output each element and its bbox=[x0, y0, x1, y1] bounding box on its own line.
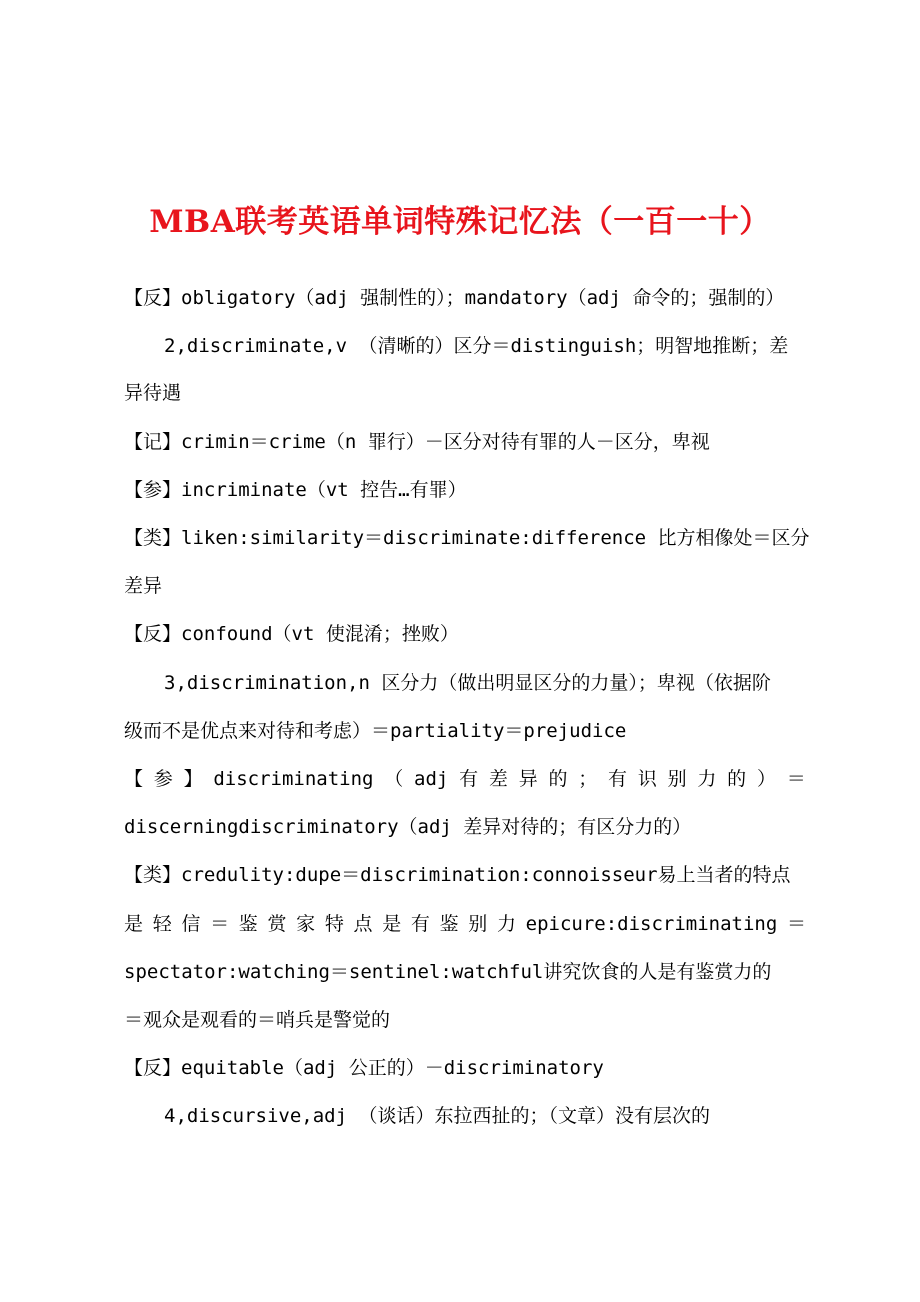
text-token: 鉴 bbox=[238, 913, 258, 935]
text-token: 家 bbox=[296, 913, 316, 935]
text-line: 【记】crimin＝crime（n 罪行）－区分对待有罪的人－区分，卑视 bbox=[124, 431, 710, 453]
text-token: ＝ bbox=[786, 913, 806, 935]
text-line: 【反】obligatory（adj 强制性的）；mandatory（adj 命令的；强制的） bbox=[124, 287, 785, 309]
text-line: 3,discrimination,n 区分力（做出明显区分的力量）；卑视（依据阶 bbox=[164, 672, 771, 694]
text-line: 4,discursive,adj （谈话）东拉西扯的；（文章）没有层次的 bbox=[164, 1105, 710, 1127]
text-token: 的 bbox=[727, 768, 747, 790]
text-token: ＝ bbox=[786, 768, 806, 790]
text-line-justified bbox=[124, 912, 806, 936]
text-token: 别 bbox=[468, 913, 488, 935]
document-title: MBA联考英语单词特殊记忆法（一百一十） bbox=[149, 204, 771, 240]
text-line: discerningdiscriminatory（adj 差异对待的；有区分力的） bbox=[124, 816, 692, 838]
text-token: （ bbox=[384, 768, 404, 790]
text-token: 特 bbox=[324, 913, 344, 935]
text-line: 2,discriminate,v （清晰的）区分＝distinguish；明智地推断；差 bbox=[164, 335, 789, 357]
text-token: 有 bbox=[459, 768, 479, 790]
text-line: 【反】confound（vt 使混淆；挫败） bbox=[124, 623, 459, 645]
text-token: 异 bbox=[518, 768, 538, 790]
text-token: 差 bbox=[488, 768, 508, 790]
text-token: ＝ bbox=[210, 913, 230, 935]
text-line: 异待遇 bbox=[124, 382, 182, 404]
text-token: 轻 bbox=[152, 913, 172, 935]
text-token: 点 bbox=[353, 913, 373, 935]
text-line: 【反】equitable（adj 公正的）－discriminatory bbox=[124, 1057, 604, 1079]
text-token: 别 bbox=[667, 768, 687, 790]
text-token: epicure:discriminating bbox=[525, 913, 778, 935]
text-token: 赏 bbox=[267, 913, 287, 935]
text-token: 识 bbox=[637, 768, 657, 790]
text-line: 【类】credulity:dupe＝discrimination:connoisseur易上当者的特点 bbox=[124, 864, 791, 886]
text-token: 是 bbox=[382, 913, 402, 935]
text-token: 力 bbox=[496, 913, 516, 935]
text-token: 参 bbox=[153, 768, 173, 790]
text-line: spectator:watching＝sentinel:watchful讲究饮食的人是有鉴赏力的 bbox=[124, 961, 772, 983]
text-token: 】 bbox=[183, 768, 203, 790]
text-token: ） bbox=[756, 768, 776, 790]
text-token: discriminating bbox=[213, 768, 374, 790]
text-token: 有 bbox=[608, 768, 628, 790]
text-token: 鉴 bbox=[439, 913, 459, 935]
text-line: ＝观众是观看的＝哨兵是警觉的 bbox=[124, 1009, 391, 1031]
text-line: 【类】liken:similarity＝discriminate:difference 比方相像处＝区分 bbox=[124, 527, 810, 549]
text-line-justified bbox=[124, 767, 806, 791]
text-token: 力 bbox=[697, 768, 717, 790]
text-token: 【 bbox=[124, 768, 144, 790]
text-token: 的 bbox=[548, 768, 568, 790]
text-token: ； bbox=[578, 768, 598, 790]
text-line: 级而不是优点来对待和考虑）＝partiality＝prejudice bbox=[124, 720, 627, 742]
text-token: 有 bbox=[410, 913, 430, 935]
text-line: 【参】incriminate（vt 控告…有罪） bbox=[124, 479, 467, 501]
text-token: adj bbox=[414, 768, 449, 790]
text-token: 信 bbox=[181, 913, 201, 935]
text-token: 是 bbox=[124, 913, 144, 935]
text-line: 差异 bbox=[124, 575, 163, 597]
